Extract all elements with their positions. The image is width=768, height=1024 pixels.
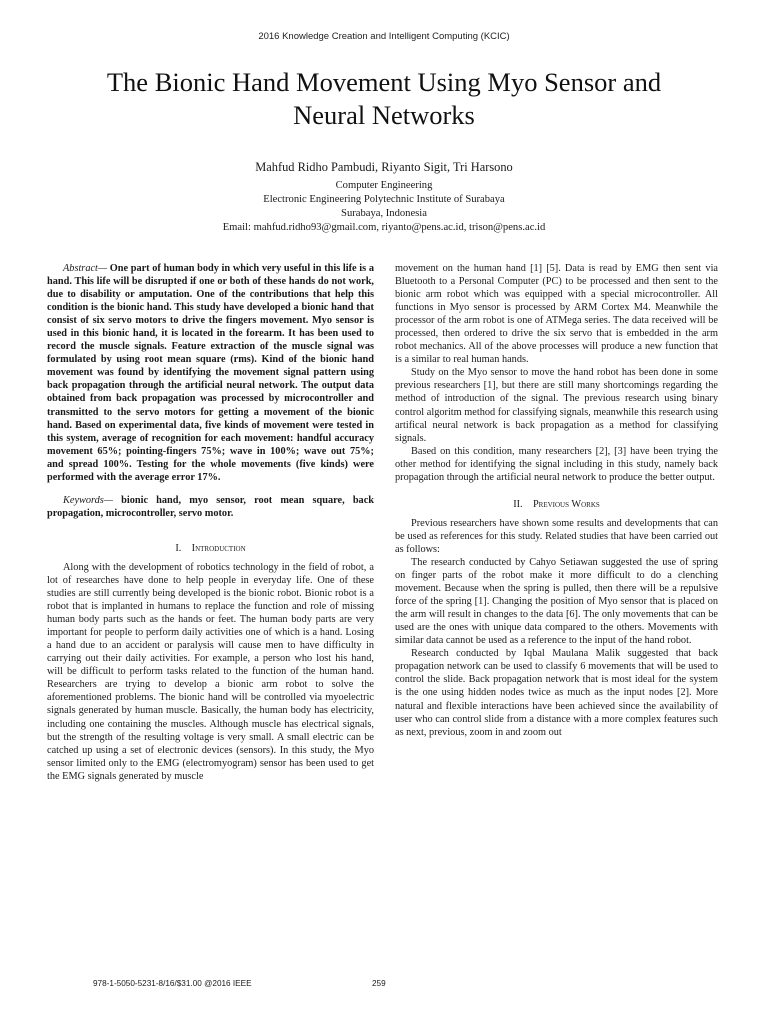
affiliation-department: Computer Engineering [335, 180, 433, 191]
intro-paragraph-3: Based on this condition, many researchers [2], [3] have been trying the other method for identifying the signal including in this study, namely back propagation through the artificial neural network to produce the better output. [395, 445, 718, 483]
affiliation-institute: Electronic Engineering Polytechnic Institute of Surabaya [263, 194, 505, 205]
author-list: Mahfud Ridho Pambudi, Riyanto Sigit, Tri Harsono [255, 160, 513, 174]
keywords-text: bionic hand, myo sensor, root mean square, back propagation, microcontroller, servo motor. [47, 494, 374, 519]
right-column [395, 262, 718, 739]
keywords-label: Keywords— [63, 494, 113, 506]
section-title: Introduction [191, 542, 246, 554]
page-number: 259 [372, 979, 386, 988]
section-heading-introduction [47, 542, 374, 555]
keywords [47, 494, 374, 520]
abstract-text: One part of human body in which very useful in this life is a hand. This life will be disrupted if one or both of these hands do not work, due to disability or amputation. One of the contributions that help this condition is the bionic hand. This study have developed a bionic hand that consist of six servo motors to drive the fingers movement. Myo sensor is used in this bionic hand, it is located in the forearm. It has been used to record the muscle signals. Feature extraction of the muscle signal was formulated by using root mean square (rms). Kind of the bionic hand movement was found by identifying the movement signal pattern using back propagation through the artificial neural network. The output data obtained from back propagation was processed by microcontroller and transmitted to the servo motors for getting a movement of the bionic hand. Based on experimental data, five kinds of movement were tested in this system, average of recognition for each movement: handful accuracy movement 65%; pointing-fingers 75%; wave in 100%; wave out 75%; and spread 100%. Testing for the whole movements (five kinds) were performed with the average error 17%. [47, 263, 374, 483]
affiliation-location: Surabaya, Indonesia [341, 208, 427, 219]
intro-paragraph-2: Study on the Myo sensor to move the hand robot has been done in some previous researchers [1], but there are still many shortcomings regarding the method of introduction of the signal. The previous research using binary control algoritm method for classifying signals, meanwhile this research using artifical neural network is back propagation as a method for classifying signals. [395, 367, 718, 444]
left-column [47, 262, 374, 783]
section-number: II. [513, 498, 523, 510]
title-line-1: The Bionic Hand Movement Using Myo Sensor and [106, 67, 662, 97]
abstract [47, 262, 374, 484]
title-line-2: Neural Networks [293, 100, 475, 130]
introduction-paragraph: Along with the development of robotics technology in the field of robot, a lot of researches have done to help people in everyday life. One of these studies are still currently being developed is the bionic robot. Bionic robot is a robot that is implanted in humans to replace the function and role of missing human body parts such as the hands or feet. The human body parts are very important for people to perform daily activities one of which is a hand. Losing a hand due to an accident or paralysis will cause men to have difficulty in carrying out their daily activities. For example, a person who lost his hand, will be difficult to perform tasks related to the function of the human hand. Researchers are trying to develop a bionic arm robot to solve the aforementioned problems. The bionic hand will be controlled via myoelectric signals generated by human muscle. Basically, the human body has electricity, including one containing the muscles. Although muscle has electrical signals, but the strength of the resulting voltage is very small. A small electric can be catched up using a set of electronic devices (sensors). In this study, the Myo sensor limited only to the EMG (electromyogram) sensor has been used to get the EMG signals generated by muscle [47, 561, 374, 782]
previous-works-paragraph-3: Research conducted by Iqbal Maulana Malik suggested that back propagation network can be used to classify 6 movements that will be used to control the slide. Back propagation network that is most ideal for the system is the one using hidden nodes twice as much as the input nodes [2]. More natural and flexible interactions have been achieved since the availability of user who can control slide from a distance with a more complex features such as next, previous, zoom in and zoom out [395, 648, 718, 738]
intro-continued-paragraph: movement on the human hand [1] [5]. Data is read by EMG then sent via Bluetooth to a Personal Computer (PC) to be processed and then sent to the bionic arm robot which was equipped with a special microcontroller. All functions in Myo sensor is processed by ARM Cortex M4. Meanwhile the processor of the arm robot is one of ATMega series. The data received will be processed, then ordered to drive the six servo that is embedded in the arm robot mechanics. All of the above processes will produce a new function that is a similar to real human hands. [395, 263, 718, 366]
previous-works-paragraph-1: Previous researchers have shown some results and developments that can be used as references for this study. Related studies that have been carried out as follows: [395, 517, 718, 555]
section-number: I. [175, 542, 182, 554]
affiliation-email: Email: mahfud.ridho93@gmail.com, riyanto@pens.ac.id, trison@pens.ac.id [222, 222, 546, 233]
section-heading-previous-works [395, 498, 718, 511]
paper-title [40, 66, 728, 132]
abstract-label: Abstract— [63, 263, 108, 274]
copyright-notice: 978-1-5050-5231-8/16/$31.00 @2016 IEEE [93, 979, 252, 988]
section-title: Previous Works [532, 498, 600, 510]
previous-works-paragraph-2: The research conducted by Cahyo Setiawan suggested the use of spring on finger parts of the robot make it more difficult to do a clenching movement. Because when the spring is pulled, then there will be a repulsive force of the spring [1]. Changing the position of Myo sensor that is placed on the arm will result in changes to the data [6]. The only movements that can be used are the ones with unique data compared to the others. Movements with similar data cannot be used as a reference to the input of the hand robot. [395, 556, 718, 647]
conference-header: 2016 Knowledge Creation and Intelligent Computing (KCIC) [258, 31, 510, 42]
